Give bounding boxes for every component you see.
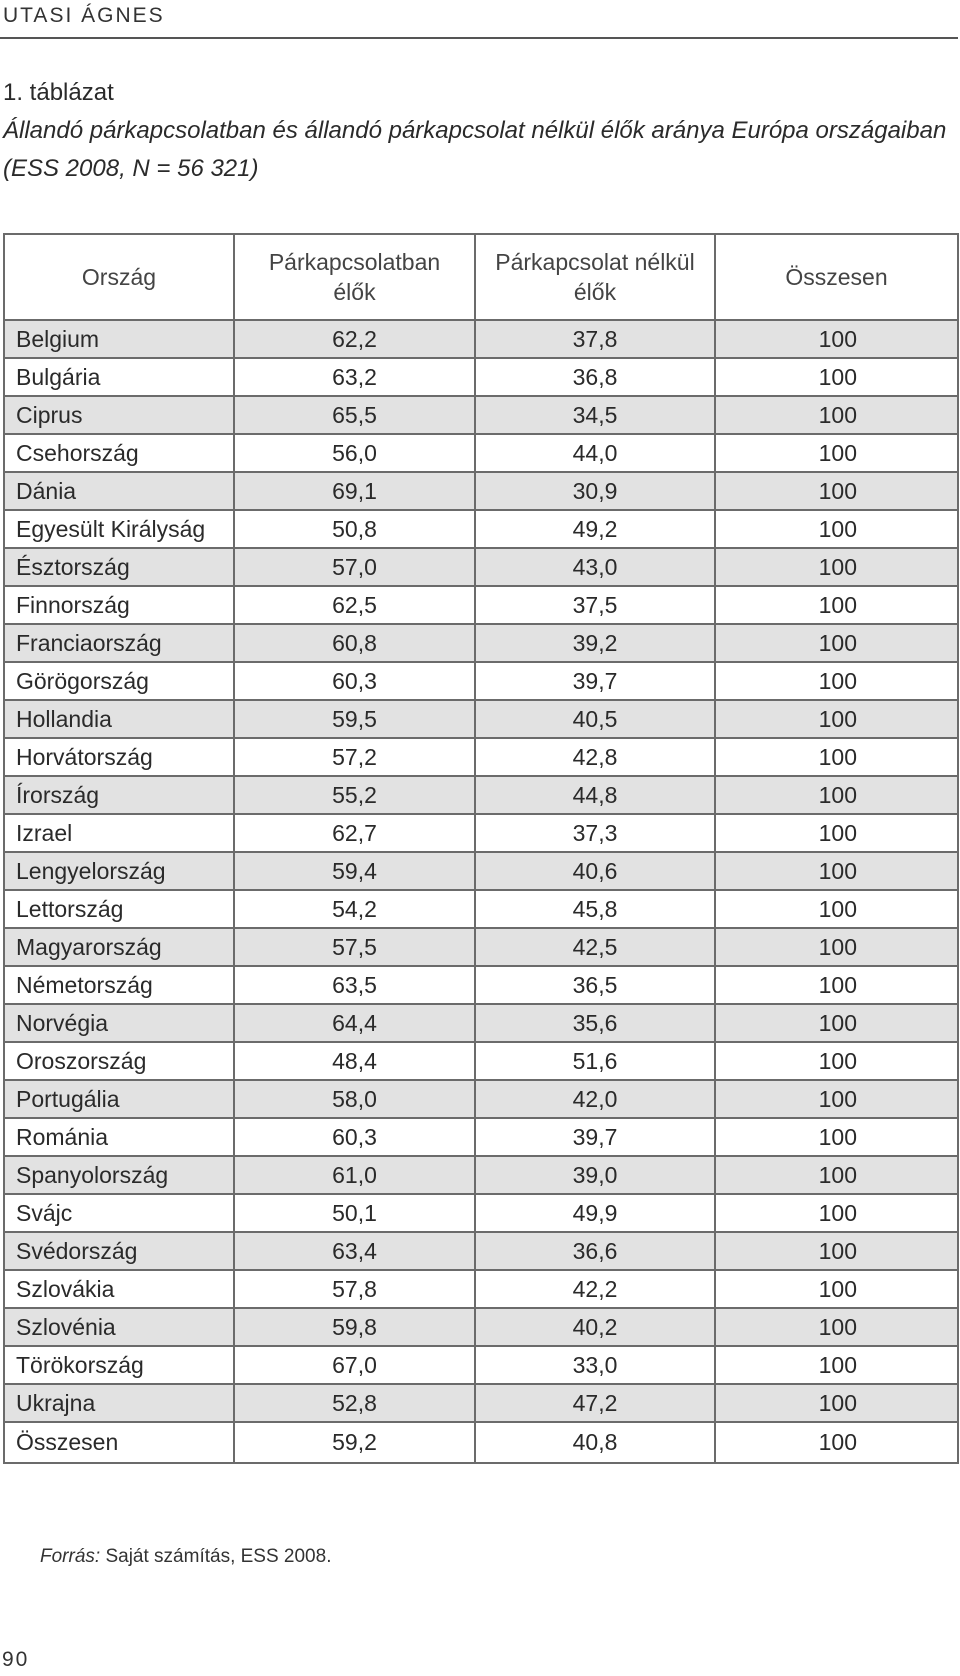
- cell-without-partnership: 39,7: [475, 662, 715, 700]
- cell-in-partnership: 57,5: [234, 928, 475, 966]
- cell-total: 100: [715, 928, 958, 966]
- cell-without-partnership: 36,5: [475, 966, 715, 1004]
- cell-total: 100: [715, 586, 958, 624]
- table-row: [4, 320, 958, 358]
- cell-without-partnership: 30,9: [475, 472, 715, 510]
- cell-country: Ukrajna: [4, 1384, 234, 1422]
- table-row: [4, 510, 958, 548]
- cell-country: Izrael: [4, 814, 234, 852]
- table-row: [4, 1042, 958, 1080]
- cell-in-partnership: 60,3: [234, 662, 475, 700]
- cell-without-partnership: 40,6: [475, 852, 715, 890]
- cell-in-partnership: 48,4: [234, 1042, 475, 1080]
- cell-country: Németország: [4, 966, 234, 1004]
- cell-country: Portugália: [4, 1080, 234, 1118]
- cell-in-partnership: 59,5: [234, 700, 475, 738]
- header-in-partnership-line1: Párkapcsolatban: [268, 249, 441, 275]
- table-row: [4, 1308, 958, 1346]
- cell-country: Észtország: [4, 548, 234, 586]
- cell-without-partnership: 40,2: [475, 1308, 715, 1346]
- cell-without-partnership: 40,5: [475, 700, 715, 738]
- table-number: 1. táblázat: [3, 79, 114, 106]
- header-total: Összesen: [715, 234, 958, 320]
- table-row: [4, 1346, 958, 1384]
- table-row: [4, 1232, 958, 1270]
- cell-in-partnership: 57,0: [234, 548, 475, 586]
- table-row: [4, 852, 958, 890]
- header-without-partnership: [475, 234, 715, 320]
- cell-without-partnership: 36,6: [475, 1232, 715, 1270]
- table-row: [4, 396, 958, 434]
- source-label: Forrás:: [40, 1546, 101, 1567]
- cell-country: Norvégia: [4, 1004, 234, 1042]
- cell-total: 100: [715, 890, 958, 928]
- cell-in-partnership: 63,2: [234, 358, 475, 396]
- cell-in-partnership: 59,2: [234, 1422, 475, 1463]
- cell-without-partnership: 49,9: [475, 1194, 715, 1232]
- cell-without-partnership: 39,7: [475, 1118, 715, 1156]
- cell-without-partnership: 42,5: [475, 928, 715, 966]
- cell-country: Egyesült Királyság: [4, 510, 234, 548]
- cell-country: Írország: [4, 776, 234, 814]
- cell-without-partnership: 42,8: [475, 738, 715, 776]
- cell-country: Dánia: [4, 472, 234, 510]
- cell-total: 100: [715, 1194, 958, 1232]
- table-row: [4, 1270, 958, 1308]
- cell-total: 100: [715, 814, 958, 852]
- cell-country: Lengyelország: [4, 852, 234, 890]
- cell-without-partnership: 43,0: [475, 548, 715, 586]
- source-text: Saját számítás, ESS 2008.: [105, 1546, 332, 1567]
- cell-country: Lettország: [4, 890, 234, 928]
- data-table: [3, 233, 959, 1464]
- table-body: [4, 320, 958, 1463]
- cell-in-partnership: 59,8: [234, 1308, 475, 1346]
- cell-in-partnership: 54,2: [234, 890, 475, 928]
- cell-total: 100: [715, 472, 958, 510]
- cell-in-partnership: 55,2: [234, 776, 475, 814]
- table-row: [4, 548, 958, 586]
- table-row: [4, 776, 958, 814]
- table-row: [4, 472, 958, 510]
- table-row: [4, 890, 958, 928]
- cell-without-partnership: 36,8: [475, 358, 715, 396]
- cell-country: Oroszország: [4, 1042, 234, 1080]
- source-note: [40, 1546, 331, 1568]
- cell-without-partnership: 37,3: [475, 814, 715, 852]
- table-row: [4, 814, 958, 852]
- table-row: [4, 624, 958, 662]
- cell-without-partnership: 44,0: [475, 434, 715, 472]
- cell-country: Csehország: [4, 434, 234, 472]
- cell-in-partnership: 69,1: [234, 472, 475, 510]
- cell-in-partnership: 62,5: [234, 586, 475, 624]
- cell-without-partnership: 37,5: [475, 586, 715, 624]
- cell-country: Belgium: [4, 320, 234, 358]
- cell-total: 100: [715, 1422, 958, 1463]
- cell-total: 100: [715, 624, 958, 662]
- cell-without-partnership: 44,8: [475, 776, 715, 814]
- cell-in-partnership: 57,2: [234, 738, 475, 776]
- cell-in-partnership: 62,2: [234, 320, 475, 358]
- cell-in-partnership: 63,5: [234, 966, 475, 1004]
- table-row: [4, 738, 958, 776]
- table-row: [4, 1118, 958, 1156]
- cell-in-partnership: 64,4: [234, 1004, 475, 1042]
- table-row: [4, 1384, 958, 1422]
- cell-country: Svájc: [4, 1194, 234, 1232]
- cell-without-partnership: 33,0: [475, 1346, 715, 1384]
- cell-total: 100: [715, 320, 958, 358]
- cell-country: Szlovákia: [4, 1270, 234, 1308]
- cell-in-partnership: 60,3: [234, 1118, 475, 1156]
- cell-country: Magyarország: [4, 928, 234, 966]
- cell-country: Horvátország: [4, 738, 234, 776]
- page-number: 90: [2, 1648, 30, 1671]
- cell-without-partnership: 34,5: [475, 396, 715, 434]
- cell-total: 100: [715, 1232, 958, 1270]
- cell-in-partnership: 65,5: [234, 396, 475, 434]
- cell-without-partnership: 42,2: [475, 1270, 715, 1308]
- table-caption: [3, 74, 958, 188]
- table-row: [4, 1194, 958, 1232]
- table-row: [4, 700, 958, 738]
- table-row: [4, 586, 958, 624]
- cell-without-partnership: 51,6: [475, 1042, 715, 1080]
- cell-in-partnership: 60,8: [234, 624, 475, 662]
- header-in-partnership-line2: élők: [333, 279, 376, 305]
- cell-total: 100: [715, 1004, 958, 1042]
- table-header: [4, 234, 958, 320]
- cell-country: Összesen: [4, 1422, 234, 1463]
- cell-country: Görögország: [4, 662, 234, 700]
- cell-total: 100: [715, 662, 958, 700]
- table-row: [4, 928, 958, 966]
- cell-total: 100: [715, 852, 958, 890]
- table-row: [4, 1004, 958, 1042]
- cell-country: Ciprus: [4, 396, 234, 434]
- cell-total: 100: [715, 396, 958, 434]
- header-without-partnership-line1: Párkapcsolat nélkül: [495, 249, 695, 275]
- cell-total: 100: [715, 548, 958, 586]
- cell-without-partnership: 40,8: [475, 1422, 715, 1463]
- cell-total: 100: [715, 776, 958, 814]
- cell-country: Finnország: [4, 586, 234, 624]
- cell-total: 100: [715, 966, 958, 1004]
- table-row: [4, 966, 958, 1004]
- cell-without-partnership: 49,2: [475, 510, 715, 548]
- cell-without-partnership: 42,0: [475, 1080, 715, 1118]
- cell-country: Spanyolország: [4, 1156, 234, 1194]
- table-total-row: [4, 1422, 958, 1463]
- cell-in-partnership: 58,0: [234, 1080, 475, 1118]
- cell-without-partnership: 45,8: [475, 890, 715, 928]
- cell-total: 100: [715, 1042, 958, 1080]
- cell-in-partnership: 50,1: [234, 1194, 475, 1232]
- cell-total: 100: [715, 738, 958, 776]
- cell-total: 100: [715, 1346, 958, 1384]
- running-header: UTASI ÁGNES: [3, 4, 165, 27]
- cell-country: Szlovénia: [4, 1308, 234, 1346]
- cell-total: 100: [715, 1270, 958, 1308]
- cell-in-partnership: 63,4: [234, 1232, 475, 1270]
- cell-total: 100: [715, 1156, 958, 1194]
- cell-total: 100: [715, 1308, 958, 1346]
- cell-in-partnership: 61,0: [234, 1156, 475, 1194]
- cell-without-partnership: 35,6: [475, 1004, 715, 1042]
- cell-in-partnership: 67,0: [234, 1346, 475, 1384]
- cell-total: 100: [715, 1384, 958, 1422]
- cell-country: Hollandia: [4, 700, 234, 738]
- cell-total: 100: [715, 1080, 958, 1118]
- cell-in-partnership: 59,4: [234, 852, 475, 890]
- cell-total: 100: [715, 1118, 958, 1156]
- cell-country: Törökország: [4, 1346, 234, 1384]
- cell-country: Románia: [4, 1118, 234, 1156]
- table-row: [4, 358, 958, 396]
- table-row: [4, 1080, 958, 1118]
- table-row: [4, 434, 958, 472]
- table-title: Állandó párkapcsolatban és állandó párkapcsolat nélkül élők aránya Európa országaiban (ESS 2008, N = 56 321): [3, 117, 947, 182]
- table-row: [4, 1156, 958, 1194]
- cell-country: Bulgária: [4, 358, 234, 396]
- cell-without-partnership: 47,2: [475, 1384, 715, 1422]
- cell-country: Franciaország: [4, 624, 234, 662]
- cell-country: Svédország: [4, 1232, 234, 1270]
- cell-total: 100: [715, 700, 958, 738]
- cell-in-partnership: 52,8: [234, 1384, 475, 1422]
- cell-in-partnership: 62,7: [234, 814, 475, 852]
- cell-without-partnership: 39,2: [475, 624, 715, 662]
- cell-without-partnership: 37,8: [475, 320, 715, 358]
- header-country: Ország: [4, 234, 234, 320]
- header-without-partnership-line2: élők: [573, 279, 617, 305]
- header-in-partnership: [234, 234, 475, 320]
- cell-in-partnership: 57,8: [234, 1270, 475, 1308]
- header-row: [4, 234, 958, 320]
- header-rule: [0, 37, 958, 39]
- cell-total: 100: [715, 358, 958, 396]
- cell-total: 100: [715, 434, 958, 472]
- cell-total: 100: [715, 510, 958, 548]
- cell-in-partnership: 56,0: [234, 434, 475, 472]
- cell-without-partnership: 39,0: [475, 1156, 715, 1194]
- cell-in-partnership: 50,8: [234, 510, 475, 548]
- table-row: [4, 662, 958, 700]
